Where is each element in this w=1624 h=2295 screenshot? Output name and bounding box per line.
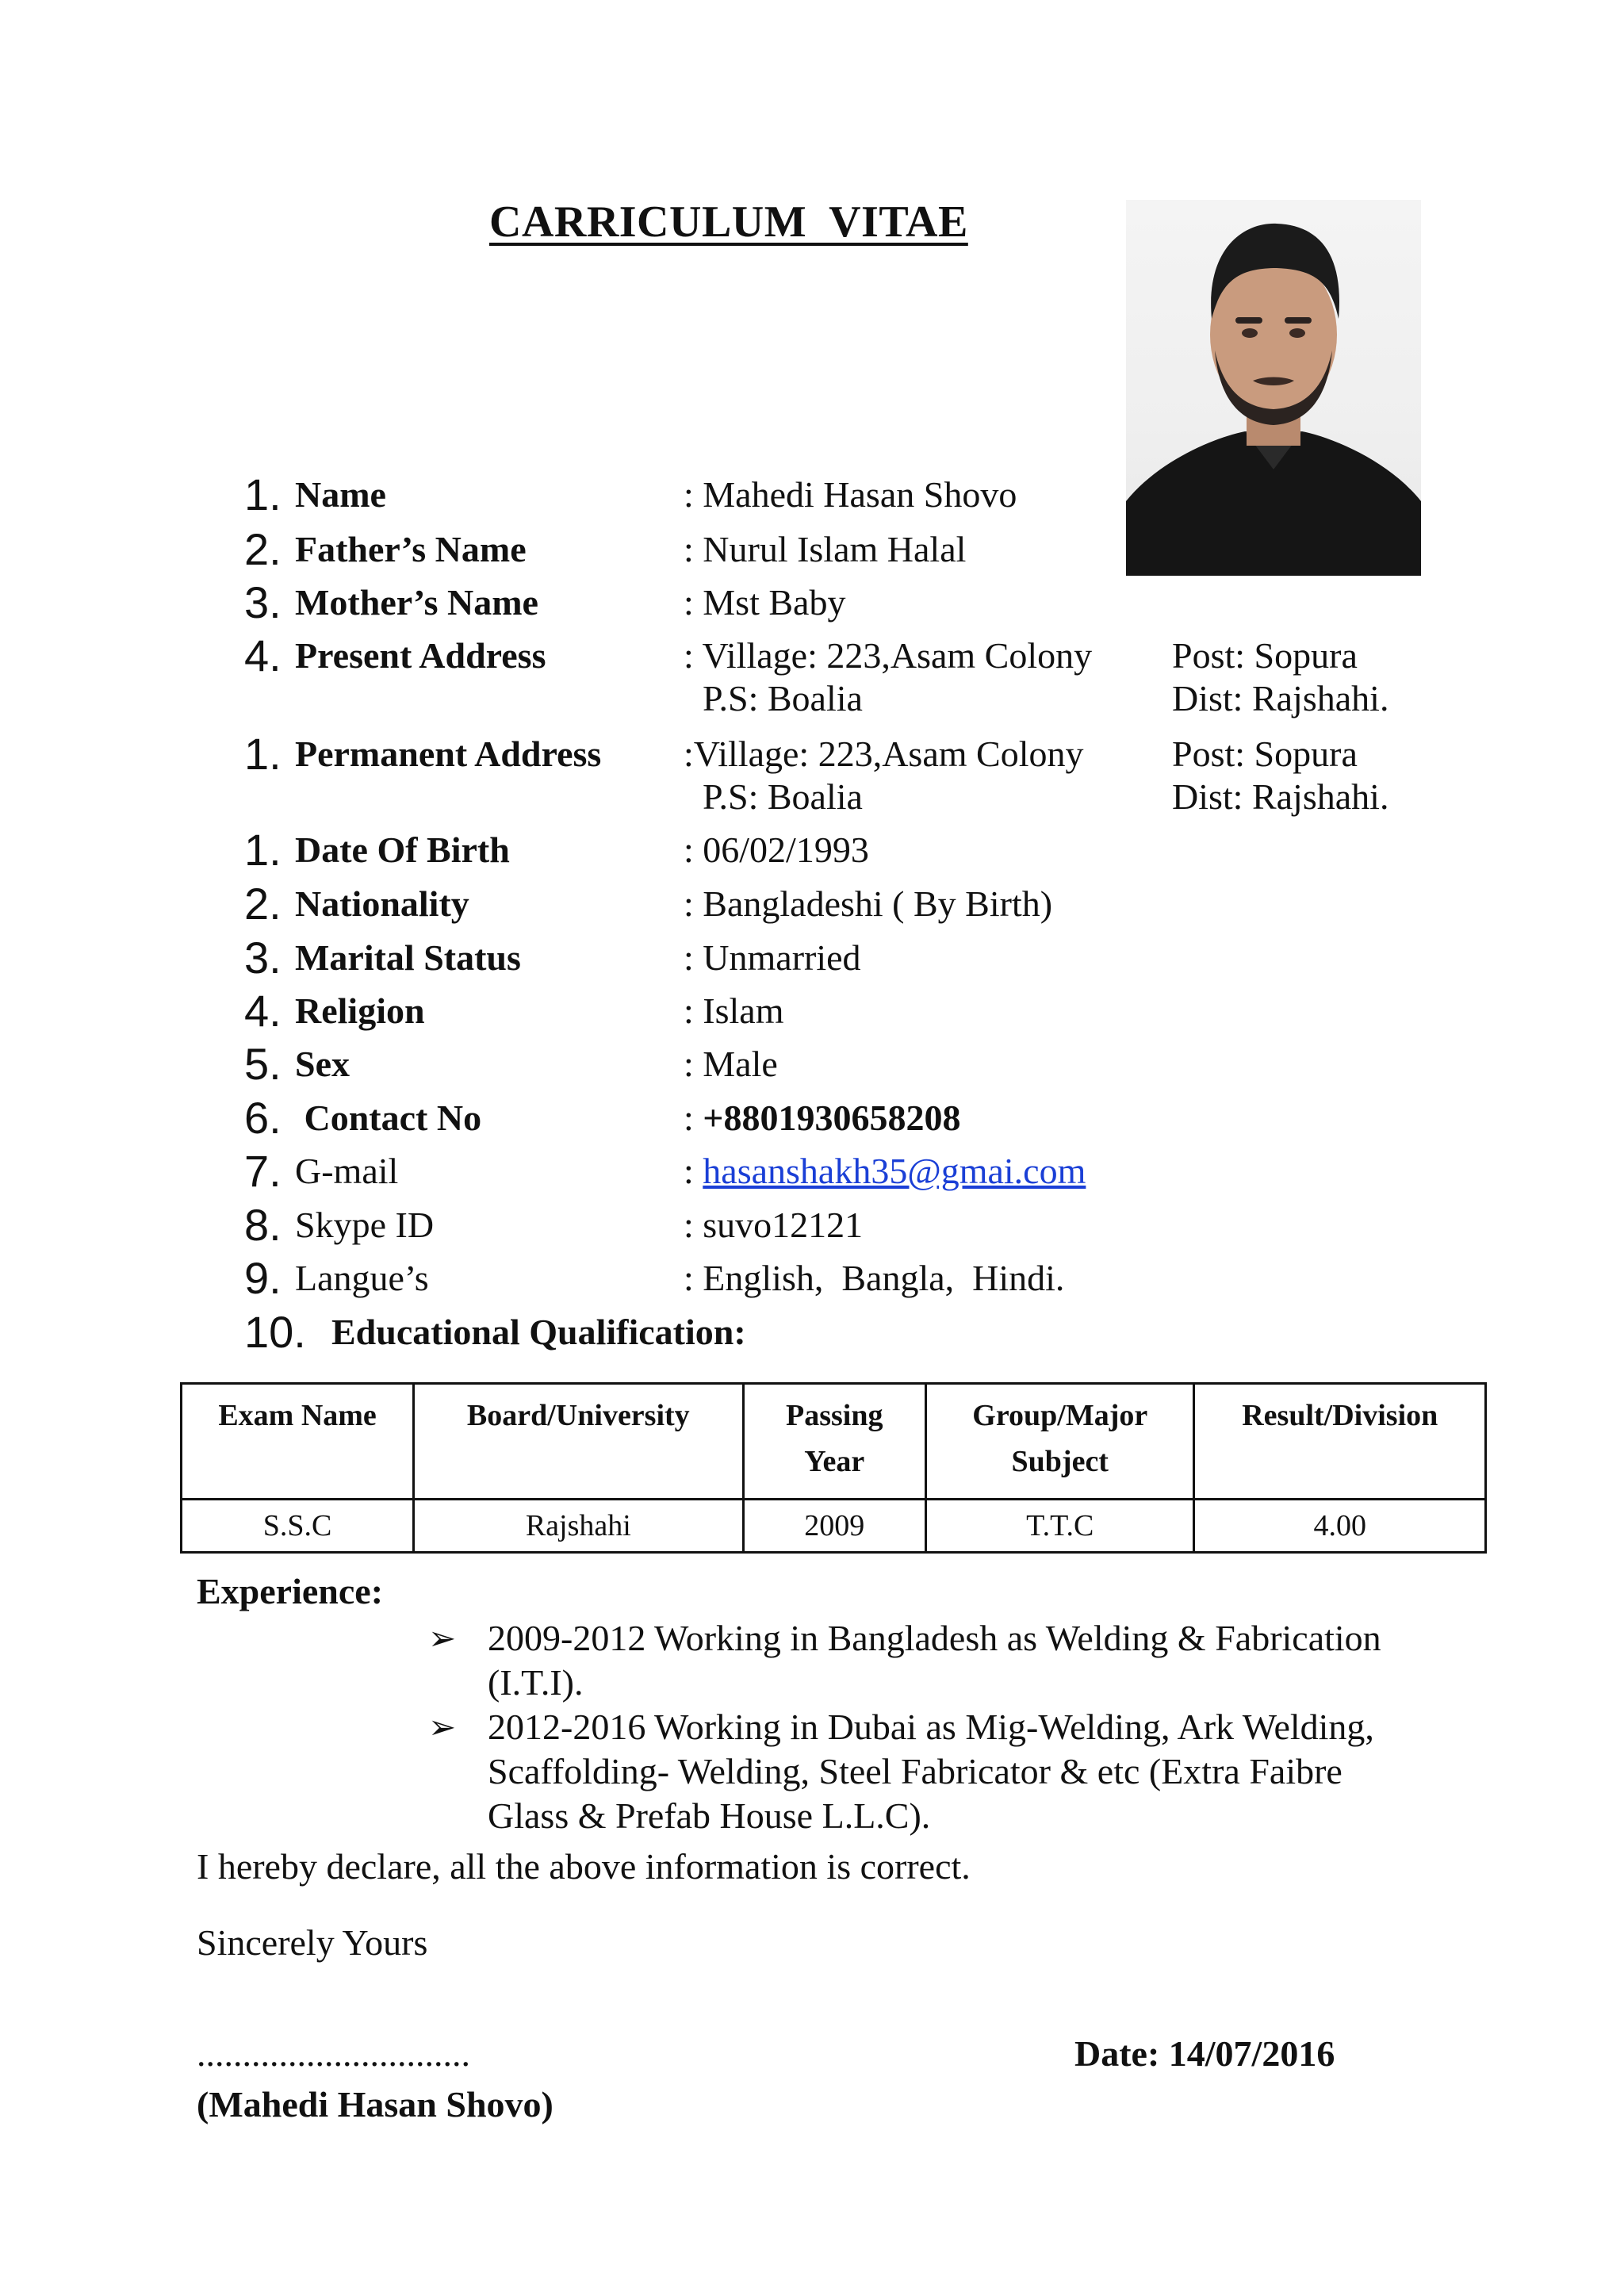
table-cell: 2009 <box>743 1500 926 1553</box>
column-header: Exam Name <box>182 1384 414 1500</box>
column-header: Result/Division <box>1194 1384 1486 1500</box>
section-label: Educational Qualification: <box>331 1312 746 1352</box>
list-number: 1. <box>244 729 282 779</box>
field-value: : English, Bangla, Hindi. <box>684 1258 1065 1298</box>
list-number: 9. <box>244 1253 282 1303</box>
list-number: 3. <box>244 933 282 983</box>
address-line-2: P.S: Boalia <box>703 776 863 817</box>
list-number: 8. <box>244 1200 282 1250</box>
address-line-1: : Village: 223,Asam Colony <box>684 635 1093 676</box>
field-label: Name <box>295 474 386 515</box>
field-label: Present Address <box>295 635 546 676</box>
signature-name: (Mahedi Hasan Shovo) <box>197 2084 553 2125</box>
experience-item: 2009-2012 Working in Bangladesh as Welding & Fabrication (I.T.I). <box>488 1618 1381 1703</box>
field-value: : Islam <box>684 990 784 1031</box>
field-value <box>684 1094 961 1142</box>
field-value: : Nurul Islam Halal <box>684 529 967 569</box>
table-row <box>182 1500 1486 1553</box>
table-cell: S.S.C <box>182 1500 414 1553</box>
table-cell: T.T.C <box>926 1500 1194 1553</box>
column-header: Passing Year <box>743 1384 926 1500</box>
list-number: 6. <box>244 1093 282 1143</box>
arrow-bullet-icon: ➢ <box>428 1619 457 1657</box>
closing-text: Sincerely Yours <box>197 1922 428 1963</box>
list-number: 1. <box>244 825 282 875</box>
address-dist: Dist: Rajshahi. <box>1172 776 1389 817</box>
email-link[interactable]: hasanshakh35@gmai.com <box>703 1151 1086 1191</box>
address-line-1: :Village: 223,Asam Colony <box>684 734 1084 774</box>
value-prefix: : <box>684 1098 703 1138</box>
address-post: Post: Sopura <box>1172 635 1358 676</box>
field-label: G-mail <box>295 1151 399 1191</box>
list-number: 2. <box>244 879 282 929</box>
field-label: Skype ID <box>295 1205 435 1245</box>
list-number: 2. <box>244 524 282 574</box>
signature-line: .............................. <box>197 2033 470 2074</box>
field-value: : Unmarried <box>684 937 861 978</box>
phone-number: +8801930658208 <box>703 1098 961 1138</box>
field-label: Contact No <box>295 1098 482 1138</box>
field-label: Mother’s Name <box>295 582 538 623</box>
field-label: Father’s Name <box>295 529 527 569</box>
arrow-bullet-icon: ➢ <box>428 1707 457 1746</box>
list-number: 4. <box>244 986 282 1036</box>
field-value: : suvo12121 <box>684 1205 864 1245</box>
field-value: : 06/02/1993 <box>684 829 869 870</box>
field-value <box>684 1148 1086 1195</box>
field-label: Date Of Birth <box>295 829 510 870</box>
list-number: 4. <box>244 630 282 680</box>
table-header-row <box>182 1384 1486 1500</box>
experience-item: 2012-2016 Working in Dubai as Mig-Welding, Ark Welding, Scaffolding- Welding, Steel Fabricator & etc (Extra Faibre Glass & Prefab House L.L.C). <box>488 1707 1374 1836</box>
value-prefix: : <box>684 1151 703 1191</box>
list-number: 1. <box>244 469 282 519</box>
profile-photo <box>1126 200 1421 576</box>
list-number: 7. <box>244 1146 282 1196</box>
field-value: : Male <box>684 1044 778 1084</box>
table-cell: Rajshahi <box>414 1500 743 1553</box>
field-label: Permanent Address <box>295 734 602 774</box>
list-number: 5. <box>244 1039 282 1089</box>
table-cell: 4.00 <box>1194 1500 1486 1553</box>
declaration-text: I hereby declare, all the above information is correct. <box>197 1846 971 1887</box>
address-dist: Dist: Rajshahi. <box>1172 678 1389 718</box>
field-label: Marital Status <box>295 937 521 978</box>
document-date: Date: 14/07/2016 <box>1074 2033 1335 2074</box>
page-title: CARRICULUM VITAE <box>489 197 968 247</box>
address-line-2: P.S: Boalia <box>703 678 863 718</box>
address-post: Post: Sopura <box>1172 734 1358 774</box>
experience-heading: Experience: <box>197 1571 384 1611</box>
field-value: : Mst Baby <box>684 582 846 623</box>
field-label: Sex <box>295 1044 350 1084</box>
list-number: 3. <box>244 577 282 627</box>
field-value: : Mahedi Hasan Shovo <box>684 474 1017 515</box>
education-table <box>180 1382 1487 1554</box>
field-label: Langue’s <box>295 1258 429 1298</box>
field-label: Religion <box>295 990 425 1031</box>
column-header: Board/University <box>414 1384 743 1500</box>
list-number: 10. <box>244 1307 306 1357</box>
field-label: Nationality <box>295 883 469 924</box>
field-value: : Bangladeshi ( By Birth) <box>684 883 1053 924</box>
column-header: Group/Major Subject <box>926 1384 1194 1500</box>
